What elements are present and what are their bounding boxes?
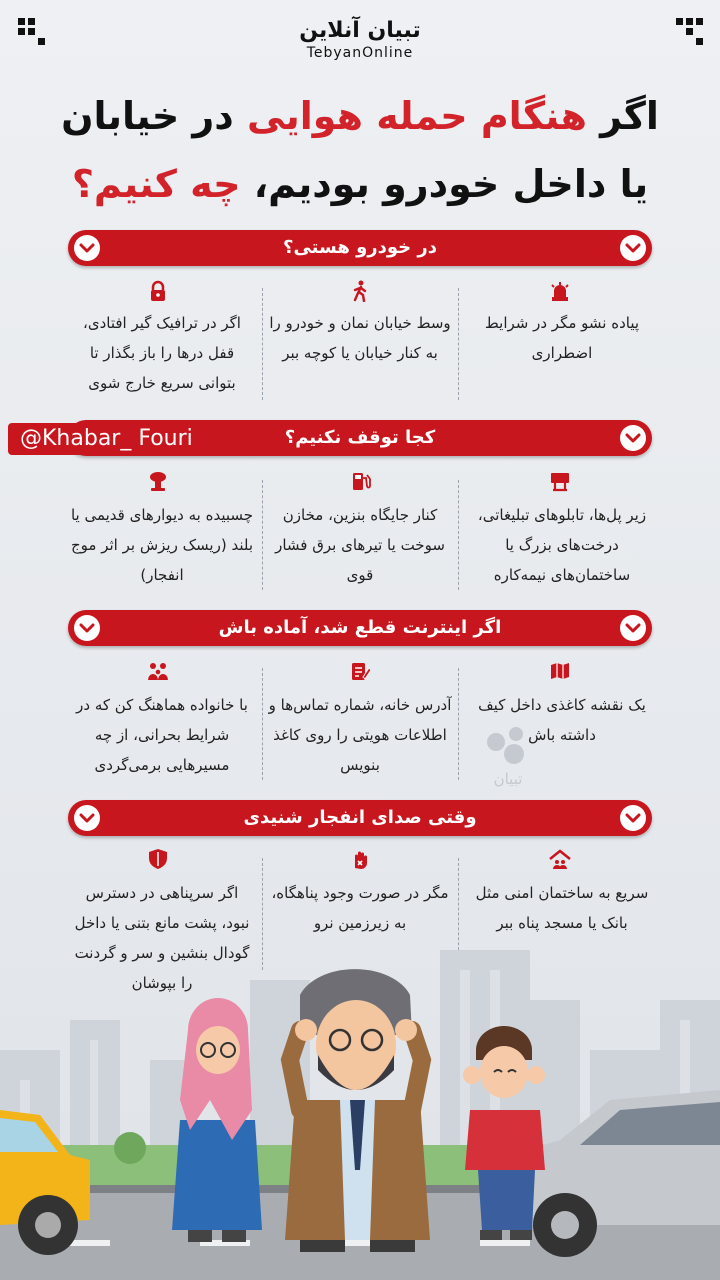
shelter-icon [549, 848, 571, 870]
chevron-down-icon[interactable] [74, 235, 100, 261]
divider [458, 288, 459, 400]
tip-text: آدرس خانه، شماره تماس‌ها و اطلاعات هویتی را روی کاغذ بنویس [268, 696, 452, 774]
lock-icon [147, 280, 169, 302]
channel-watermark: @Khabar_ Fouri [8, 423, 205, 455]
chevron-down-icon[interactable] [74, 805, 100, 831]
tip-text: پیاده نشو مگر در شرایط اضطراری [484, 314, 640, 362]
section-header-in-car[interactable] [68, 230, 652, 266]
tip-text: اگر سرپناهی در دسترس نبود، پشت مانع بتنی یا داخل گودال بنشین و سر و گردنت را بپوشان [74, 884, 250, 992]
watermark-logo-text: تبیان [493, 770, 523, 788]
man-character [285, 969, 430, 1252]
family-icon [147, 660, 169, 682]
title-text: اگر [586, 94, 659, 138]
tip-text: کنار جایگاه بنزین، مخازن سوخت یا تیرهای برق فشار قوی [275, 506, 445, 584]
section-heading: کجا توقف نکنیم؟ [284, 427, 436, 448]
section-heading: اگر اینترنت قطع شد، آماده باش [218, 617, 502, 638]
title-highlight: چه کنیم؟ [71, 162, 241, 206]
title-text: یا داخل خودرو بودیم، [240, 162, 649, 206]
girl-character [172, 998, 262, 1242]
gas-pump-icon [349, 470, 371, 492]
brand-name-fa: تبیان آنلاین [299, 18, 421, 43]
chevron-down-icon[interactable] [620, 425, 646, 451]
brand-name-en: TebyanOnline [306, 45, 414, 61]
tip-text: چسبیده به دیوارهای قدیمی یا بلند (ریسک ریزش بر اثر موج انفجار) [70, 506, 254, 584]
section-header-internet-cut[interactable] [68, 610, 652, 646]
map-icon [549, 660, 571, 682]
divider [262, 668, 263, 780]
title-line-1 [40, 82, 680, 150]
note-pencil-icon [349, 660, 371, 682]
brand-logo [0, 18, 720, 62]
street-illustration [0, 940, 720, 1280]
stop-hand-icon [349, 848, 371, 870]
tip-text: مگر در صورت وجود پناهگاه، به زیرزمین نرو [271, 884, 449, 932]
divider [262, 288, 263, 400]
billboard-icon [549, 470, 571, 492]
divider [458, 668, 459, 780]
tip-text: وسط خیابان نمان و خودرو را به کنار خیابان یا کوچه ببر [269, 314, 451, 362]
chevron-down-icon[interactable] [74, 615, 100, 641]
tip-text: سریع به ساختمان امنی مثل بانک یا مسجد پناه ببر [475, 884, 649, 932]
title-highlight: هنگام حمله هوایی [247, 94, 587, 138]
divider [262, 480, 263, 590]
divider [458, 480, 459, 590]
tip-text: یک نقشه کاغذی داخل کیف داشته باش [478, 696, 646, 744]
title-text: در خیابان [61, 94, 248, 138]
walking-person-icon [349, 280, 371, 302]
title-line-2 [40, 150, 680, 218]
section-heading: در خودرو هستی؟ [283, 237, 437, 258]
chevron-down-icon[interactable] [620, 235, 646, 261]
explosion-icon [147, 470, 169, 492]
tip-text: زیر پل‌ها، تابلوهای تبلیغاتی، درخت‌های بزرگ یا ساختمان‌های نیمه‌کاره [477, 506, 647, 584]
chevron-down-icon[interactable] [620, 615, 646, 641]
section-header-explosion-heard[interactable] [68, 800, 652, 836]
chevron-down-icon[interactable] [620, 805, 646, 831]
tip-text: اگر در ترافیک گیر افتادی، قفل درها را باز بگذار تا بتوانی سریع خارج شوی [83, 314, 241, 392]
section-heading: وقتی صدای انفجار شنیدی [243, 807, 477, 828]
tip-text: با خانواده هماهنگ کن که در شرایط بحرانی، از چه مسیرهایی برمی‌گردی [76, 696, 248, 774]
shield-icon [147, 848, 169, 870]
page-title [40, 82, 680, 218]
siren-icon [549, 280, 571, 302]
